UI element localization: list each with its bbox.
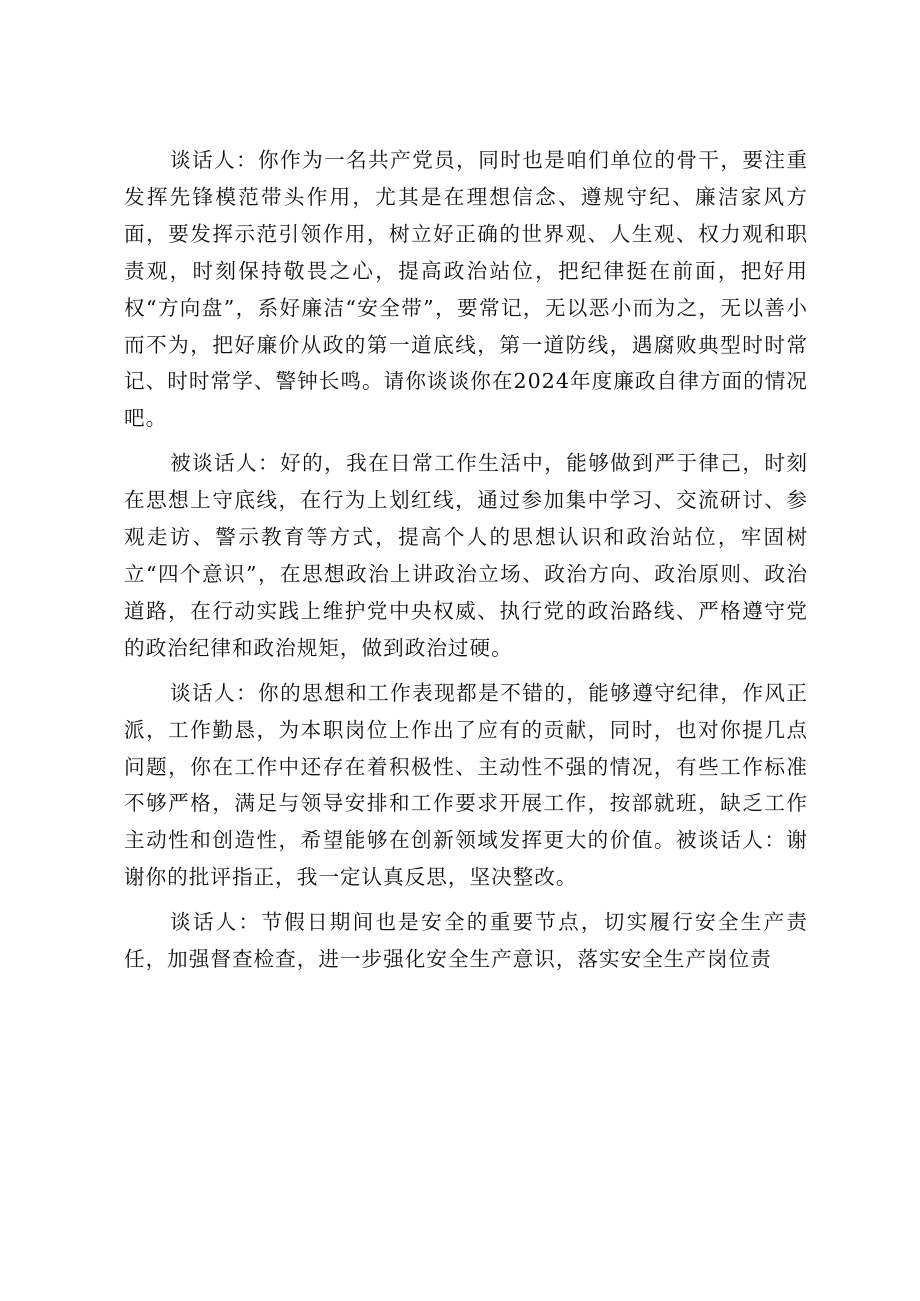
paragraph-interviewer-integrity-question: 谈话人：你作为一名共产党员，同时也是咱们单位的骨干，要注重发挥先锋模范带头作用，尤其是在理想信念、遵规守纪、廉洁家风方面，要发挥示范引领作用，树立好正确的世界观、人生观、权力观和职责观，时刻保持敬畏之心，提高政治站位，把纪律挺在前面，把好用权“方向盘”，系好廉洁“安全带”，要常记，无以恶小而为之，无以善小而不为，把好廉价从政的第一道底线，第一道防线，遇腐败典型时时常记、时时常学、警钟长鸣。请你谈谈你在2024年度廉政自律方面的情况吧。 — [124, 148, 808, 431]
paragraph-interviewer-safety: 谈话人：节假日期间也是安全的重要节点，切实履行安全生产责任，加强督查检查，进一步强化安全生产意识，落实安全生产岗位责 — [124, 910, 808, 972]
document-body — [124, 142, 808, 978]
paragraph-interviewee-response: 被谈话人：好的，我在日常工作生活中，能够做到严于律己，时刻在思想上守底线，在行为上划红线，通过参加集中学习、交流研讨、参观走访、警示教育等方式，提高个人的思想认识和政治站位，牢固树立“四个意识”，在思想政治上讲政治立场、政治方向、政治原则、政治道路，在行动实践上维护党中央权威、执行党的政治路线、严格遵守党的政治纪律和政治规矩，做到政治过硬。 — [124, 451, 808, 660]
paragraph-interviewer-feedback: 谈话人：你的思想和工作表现都是不错的，能够遵守纪律，作风正派，工作勤恳，为本职岗位上作出了应有的贡献，同时，也对你提几点问题，你在工作中还存在着积极性、主动性不强的情况，有些工作标准不够严格，满足与领导安排和工作要求开展工作，按部就班，缺乏工作主动性和创造性，希望能够在创新领域发挥更大的价值。被谈话人：谢谢你的批评指正，我一定认真反思，坚决整改。 — [124, 680, 808, 890]
